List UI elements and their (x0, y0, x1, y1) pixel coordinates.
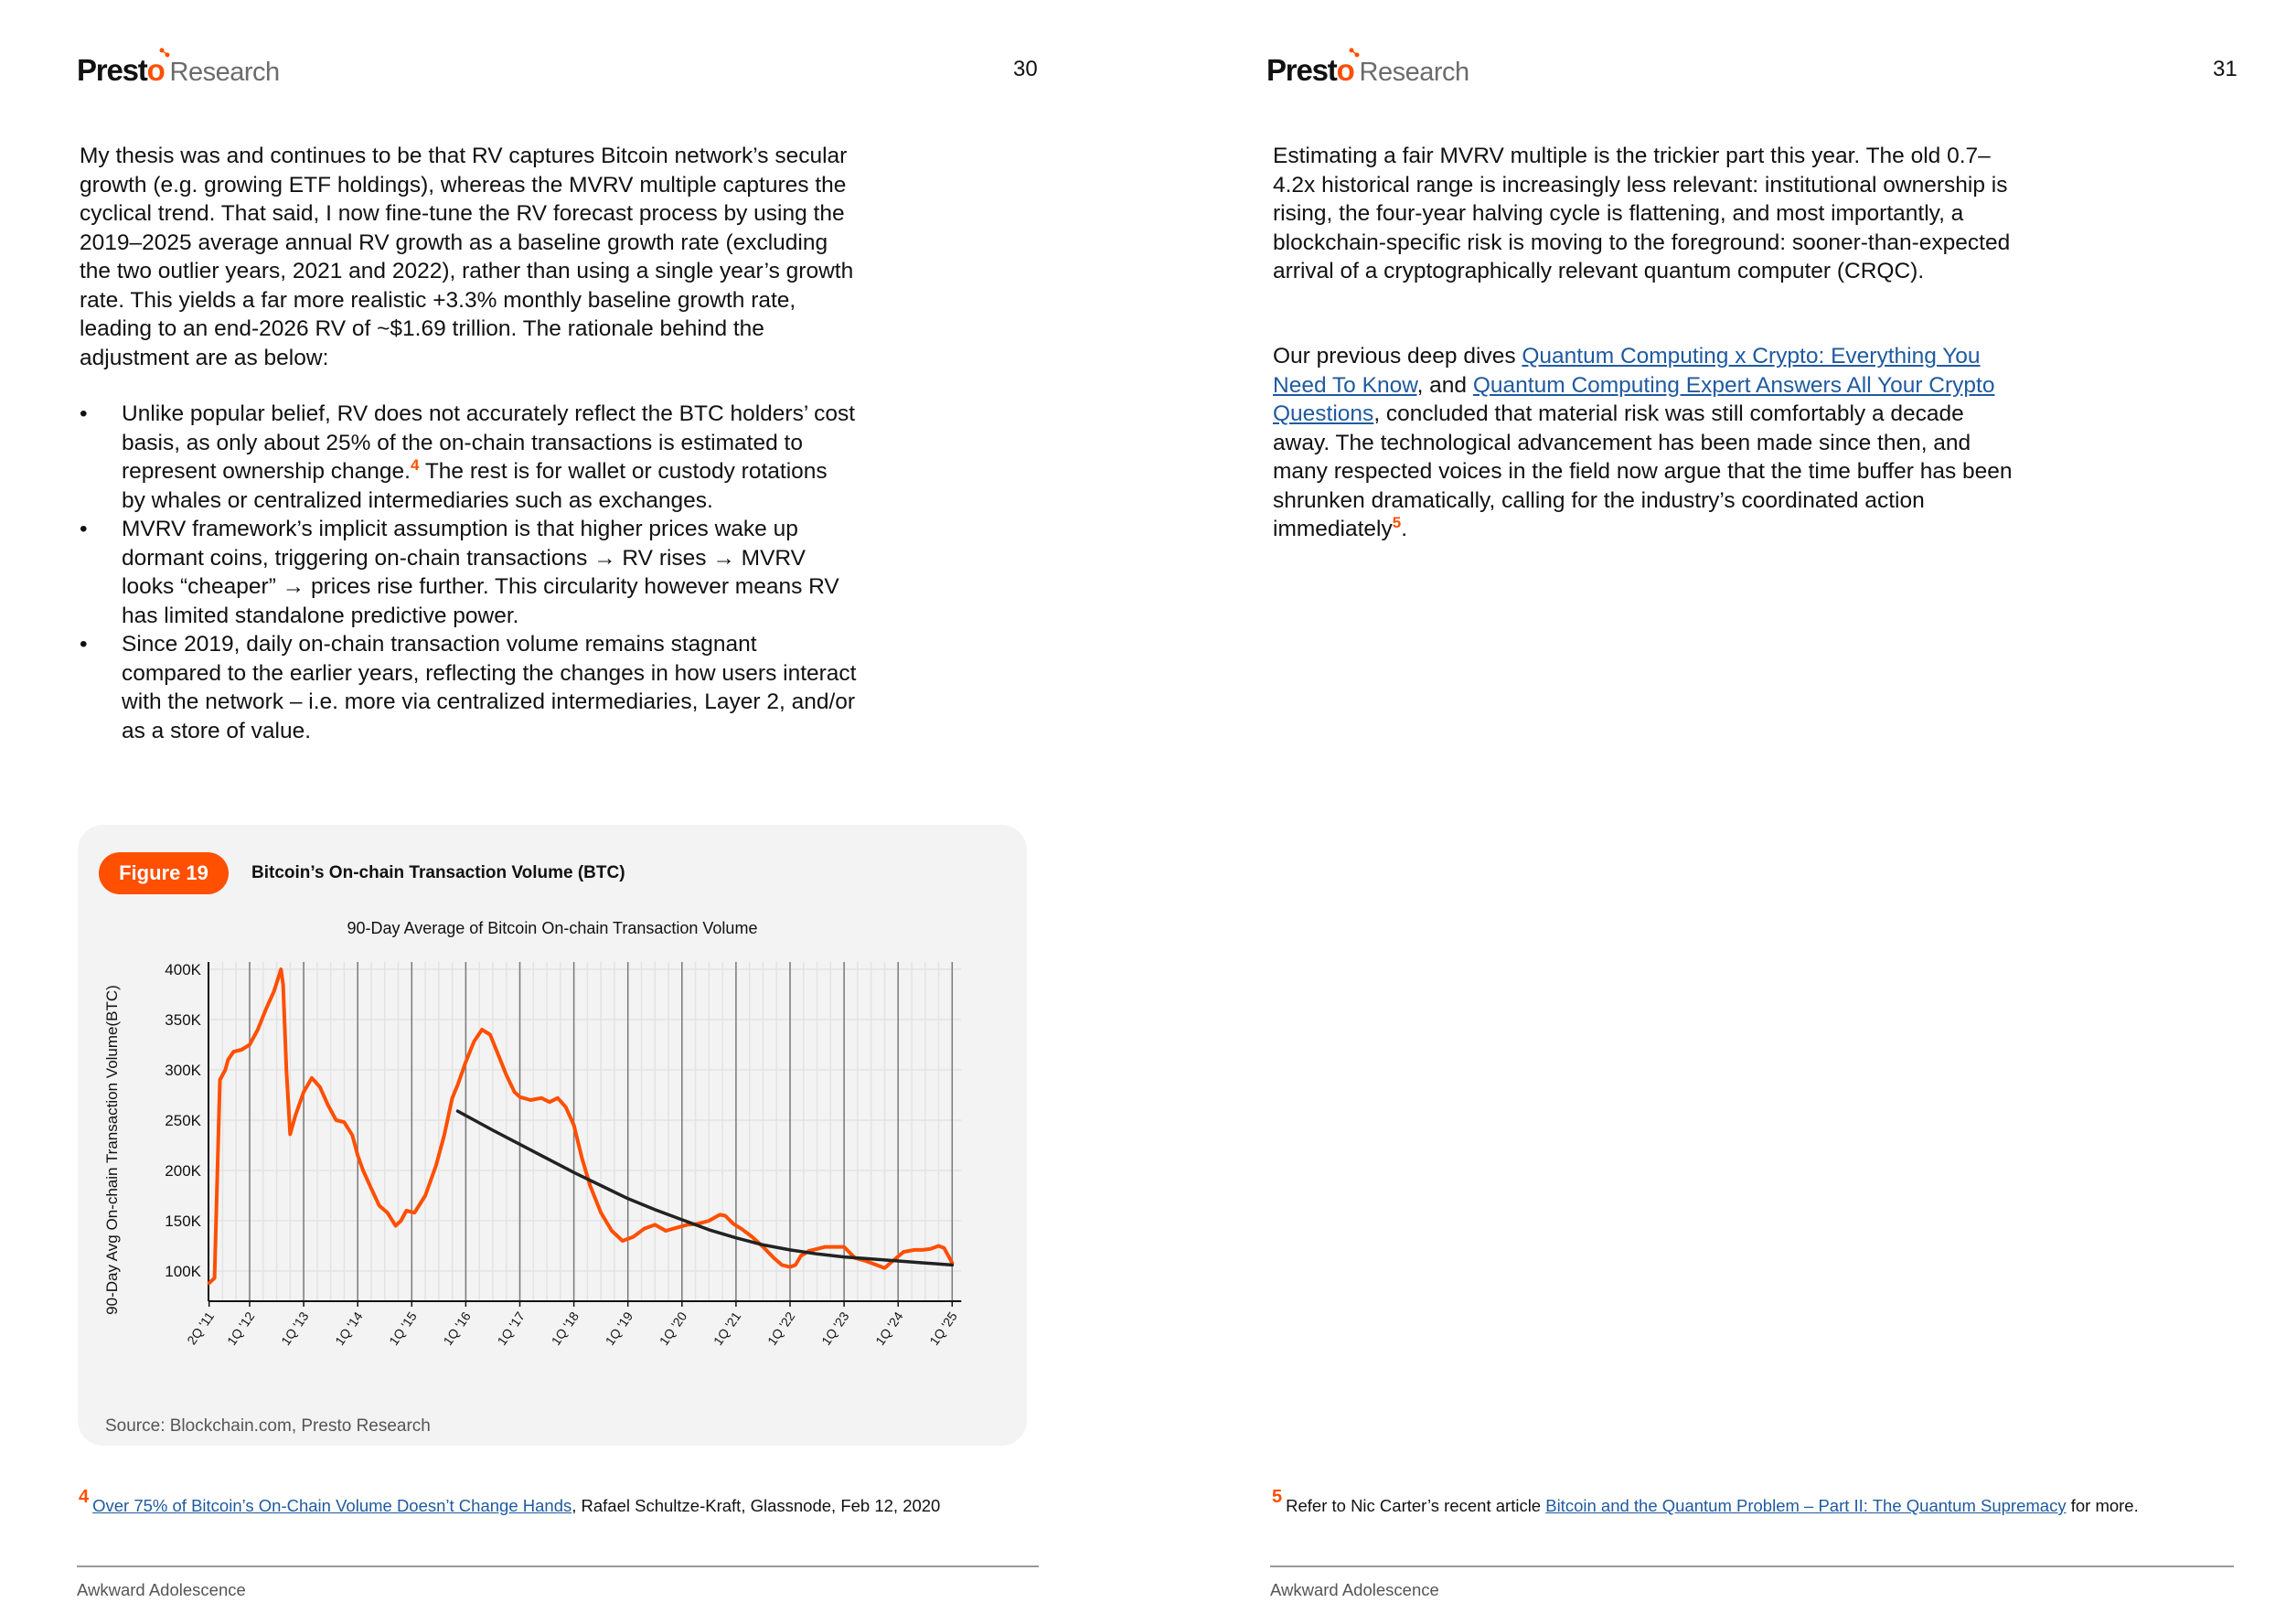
chart-title: 90-Day Average of Bitcoin On-chain Transaction Volume (347, 919, 758, 937)
figure-badge: Figure 19 (99, 852, 229, 894)
footnote-5-link[interactable]: Bitcoin and the Quantum Problem – Part II: The Quantum Supremacy (1545, 1496, 2067, 1515)
page-number: 30 (1013, 57, 1038, 81)
page-number: 31 (2213, 57, 2238, 81)
bullet-item: • Since 2019, daily on-chain transaction volume remains stagnant compared to the earlier years, reflecting the changes in how users interact with the network – i.e. more via centralized intermediaries, Layer 2, and/or as a store of value. (80, 630, 857, 745)
figure-title: Bitcoin’s On-chain Transaction Volume (BTC) (251, 863, 625, 882)
quantum-deep-dive-link-2[interactable]: Quantum Computing Expert Answers All Your Crypto Questions (1273, 372, 1995, 426)
trend-line (458, 1111, 953, 1265)
svg-text:1Q '22: 1Q '22 (764, 1309, 798, 1349)
svg-text:1Q '21: 1Q '21 (710, 1309, 744, 1349)
svg-text:100K: 100K (165, 1263, 201, 1280)
bullet-item: • MVRV framework’s implicit assumption is that higher prices wake up dormant coins, triggering on-chain transactions → RV rises → MVRV looks “cheaper” → prices rise further. This circularity however means RV has limited standalone predictive power. (80, 515, 857, 630)
svg-text:1Q '14: 1Q '14 (332, 1309, 366, 1349)
footer-divider (1270, 1565, 2234, 1567)
footnote-5: 5 Refer to Nic Carter’s recent article Bitcoin and the Quantum Problem – Part II: The Quantum Supremacy for more. (1272, 1487, 2139, 1515)
svg-text:2Q '11: 2Q '11 (184, 1309, 218, 1348)
figure-card (78, 825, 1027, 1446)
svg-text:1Q '20: 1Q '20 (656, 1309, 690, 1349)
svg-text:300K: 300K (165, 1062, 201, 1079)
logo-brand: Presto (1266, 53, 1354, 88)
page-right (1143, 0, 2286, 1624)
svg-text:1Q '24: 1Q '24 (872, 1309, 906, 1349)
svg-text:1Q '16: 1Q '16 (440, 1309, 474, 1349)
body-paragraph (80, 142, 857, 372)
svg-text:1Q '19: 1Q '19 (602, 1309, 636, 1349)
footnote-4-link[interactable]: Over 75% of Bitcoin’s On-Chain Volume Doesn’t Change Hands (92, 1496, 572, 1515)
presto-research-logo (1266, 53, 1469, 88)
svg-text:1Q '15: 1Q '15 (386, 1309, 420, 1349)
svg-text:1Q '12: 1Q '12 (223, 1309, 258, 1349)
svg-text:400K: 400K (165, 961, 201, 978)
svg-text:250K: 250K (165, 1112, 201, 1129)
logo-research-text: Research (1359, 58, 1469, 87)
svg-text:90-Day Avg On-chain Transactio: 90-Day Avg On-chain Transaction Volume(BTC) (103, 985, 121, 1315)
presto-research-logo (77, 53, 280, 88)
logo-molecule-icon (1349, 48, 1360, 59)
thesis-paragraph: My thesis was and continues to be that RV captures Bitcoin network’s secular growth (e.g. growing ETF holdings), whereas the MVRV multiple captures the cyclical trend. That said, I now fine-tune the RV forecast process by using the 2019–2025 average annual RV growth as a baseline growth rate (excluding the two outlier years, 2021 and 2022), rather than using a single year’s growth rate. This yields a far more realistic +3.3% monthly baseline growth rate, leading to an end-2026 RV of ~$1.69 trillion. The rationale behind the adjustment are as below: (80, 144, 854, 370)
quantum-paragraph: Our previous deep dives Quantum Computing x Crypto: Everything You Need To Know, and Quantum Computing Expert Answers All Your Crypto Questions, concluded that material risk was still comfortably a decade away. The technological advancement has been made since then, and many respected voices in the field now argue that the time buffer has been shrunken dramatically, calling for the industry’s coordinated action immediately$^5$. (1273, 344, 2013, 541)
figure-source: Source: Blockchain.com, Presto Research (105, 1416, 431, 1436)
svg-text:1Q '13: 1Q '13 (278, 1309, 312, 1349)
footnote-ref-5[interactable]: 5 (1392, 513, 1402, 531)
volume-series-line (209, 969, 953, 1283)
rationale-list (80, 400, 857, 745)
quantum-deep-dive-link-1[interactable]: Quantum Computing x Crypto: Everything You Need To Know (1273, 344, 1981, 398)
svg-text:1Q '17: 1Q '17 (494, 1309, 528, 1349)
mvrv-paragraph: Estimating a fair MVRV multiple is the trickier part this year. The old 0.7–4.2x historical range is increasingly less relevant: institutional ownership is rising, the four-year halving cycle is flattening, and most importantly, a blockchain-specific risk is moving to the foreground: sooner-than-expected arrival of a cryptographically relevant quantum computer (CRQC). (1273, 144, 2011, 283)
bullet-item: • Unlike popular belief, RV does not accurately reflect the BTC holders’ cost basis, as only about 25% of the on-chain transactions is estimated to represent ownership change.$^4$ The rest is for wallet or custody rotations by whales or centralized intermediaries such as exchanges. (80, 400, 857, 515)
footer-title: Awkward Adolescence (1270, 1580, 1439, 1599)
svg-text:1Q '18: 1Q '18 (548, 1309, 582, 1349)
svg-text:350K: 350K (165, 1011, 201, 1029)
footer-title: Awkward Adolescence (77, 1580, 246, 1599)
transaction-volume-chart (78, 825, 1027, 1446)
footnote-4: 4 Over 75% of Bitcoin’s On-Chain Volume Doesn’t Change Hands, Rafael Schultze-Kraft, Glassnode, Feb 12, 2020 (79, 1487, 941, 1515)
svg-text:150K: 150K (165, 1213, 201, 1230)
svg-text:200K: 200K (165, 1162, 201, 1180)
logo-brand: Presto (77, 53, 165, 88)
svg-text:1Q '25: 1Q '25 (926, 1309, 960, 1349)
svg-text:1Q '23: 1Q '23 (818, 1309, 852, 1349)
logo-research-text: Research (169, 58, 280, 87)
footnote-ref-4[interactable]: 4 (410, 455, 420, 474)
footer-divider (77, 1565, 1039, 1567)
logo-molecule-icon (159, 48, 170, 59)
